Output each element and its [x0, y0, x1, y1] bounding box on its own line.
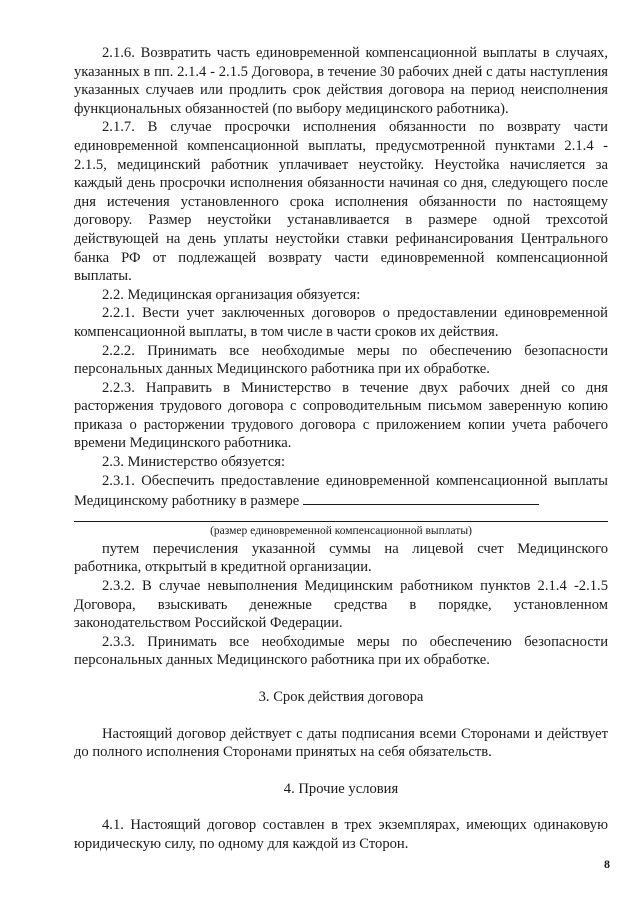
amount-caption: (размер единовременной компенсационной выплаты) [210, 524, 472, 537]
spacer [74, 670, 608, 688]
clause-2-3: 2.3. Министерство обязуется: [102, 454, 286, 471]
section-3-heading: 3. Срок действия договора [258, 689, 424, 705]
clause-2-3-1-continued: путем перечисления указанной суммы на лицевой счет Медицинского работника, открытый в кредитной организации. [74, 540, 608, 576]
clause-2-2-2: 2.2.2. Принимать все необходимые меры по обеспечению безопасности персональных данных Медицинского работника при их обработке. [74, 342, 608, 378]
amount-blank-line-full [74, 511, 608, 522]
section-4-text: 4.1. Настоящий договор составлен в трех экземплярах, имеющих одинаковую юридическую силу, по одному для каждой из Сторон. [74, 817, 608, 852]
amount-blank-line [303, 490, 539, 505]
section-3-text: Настоящий договор действует с даты подписания всеми Сторонами и действует до полного исполнения Сторонами принятых на себя обязательств. [74, 725, 608, 761]
clause-2-2-3: 2.2.3. Направить в Министерство в течение двух рабочих дней со дня расторжения трудового договора с сопроводительным письмом заверенную копию приказа о расторжении трудового договора с приложением копии учета рабочего времени Медицинского работника. [74, 379, 608, 452]
clause-2-3-2: 2.3.2. В случае невыполнения Медицинским работником пунктов 2.1.4 -2.1.5 Договора, взыскивать денежные средства в порядке, установленном законодательством Российской Федерации. [74, 578, 608, 632]
clause-2-1-7: 2.1.7. В случае просрочки исполнения обязанности по возврату части единовременной компенсационной выплаты, предусмотренной пунктами 2.1.4 - 2.1.5, медицинский работник уплачивает неустойку. Неустойка начисляется за каждый день просрочки исполнения обязанности начиная со дня, следующего после дня истечения установленного срока исполнения обязанности по настоящему договору. Размер неустойки устанавливается в размере одной трехсотой действующей на день уплаты неустойки ставки рефинансирования Центрального банка РФ от подлежащей возврату части единовременной компенсационной выплаты. [74, 119, 608, 285]
clause-2-2-1: 2.2.1. Вести учет заключенных договоров о предоставлении единовременной компенсационной выплаты, в том числе в части сроков их действия. [74, 305, 608, 340]
spacer [74, 798, 608, 816]
page-number: 8 [604, 857, 610, 871]
clause-2-3-3: 2.3.3. Принимать все необходимые меры по обеспечению безопасности персональных данных Медицинского работника при их обработке. [74, 633, 608, 669]
spacer [74, 707, 608, 725]
clause-2-2: 2.2. Медицинская организация обязуется: [102, 286, 361, 303]
clause-2-3-1 [74, 472, 608, 511]
document-body [74, 44, 608, 854]
clause-2-1-6: 2.1.6. Возвратить часть единовременной компенсационной выплаты в случаях, указанных в пп. 2.1.4 - 2.1.5 Договора, в течение 30 рабочих дней с даты наступления указанных случаев или продлить срок действия договора на период неисполнения функциональных обязанностей (по выбору медицинского работника). [74, 45, 608, 117]
section-4-heading: 4. Прочие условия [283, 780, 399, 797]
clause-2-3-1-text: 2.3.1. Обеспечить предоставление единовременной компенсационной выплаты Медицинскому работнику в размере [74, 472, 608, 510]
spacer [74, 762, 608, 780]
